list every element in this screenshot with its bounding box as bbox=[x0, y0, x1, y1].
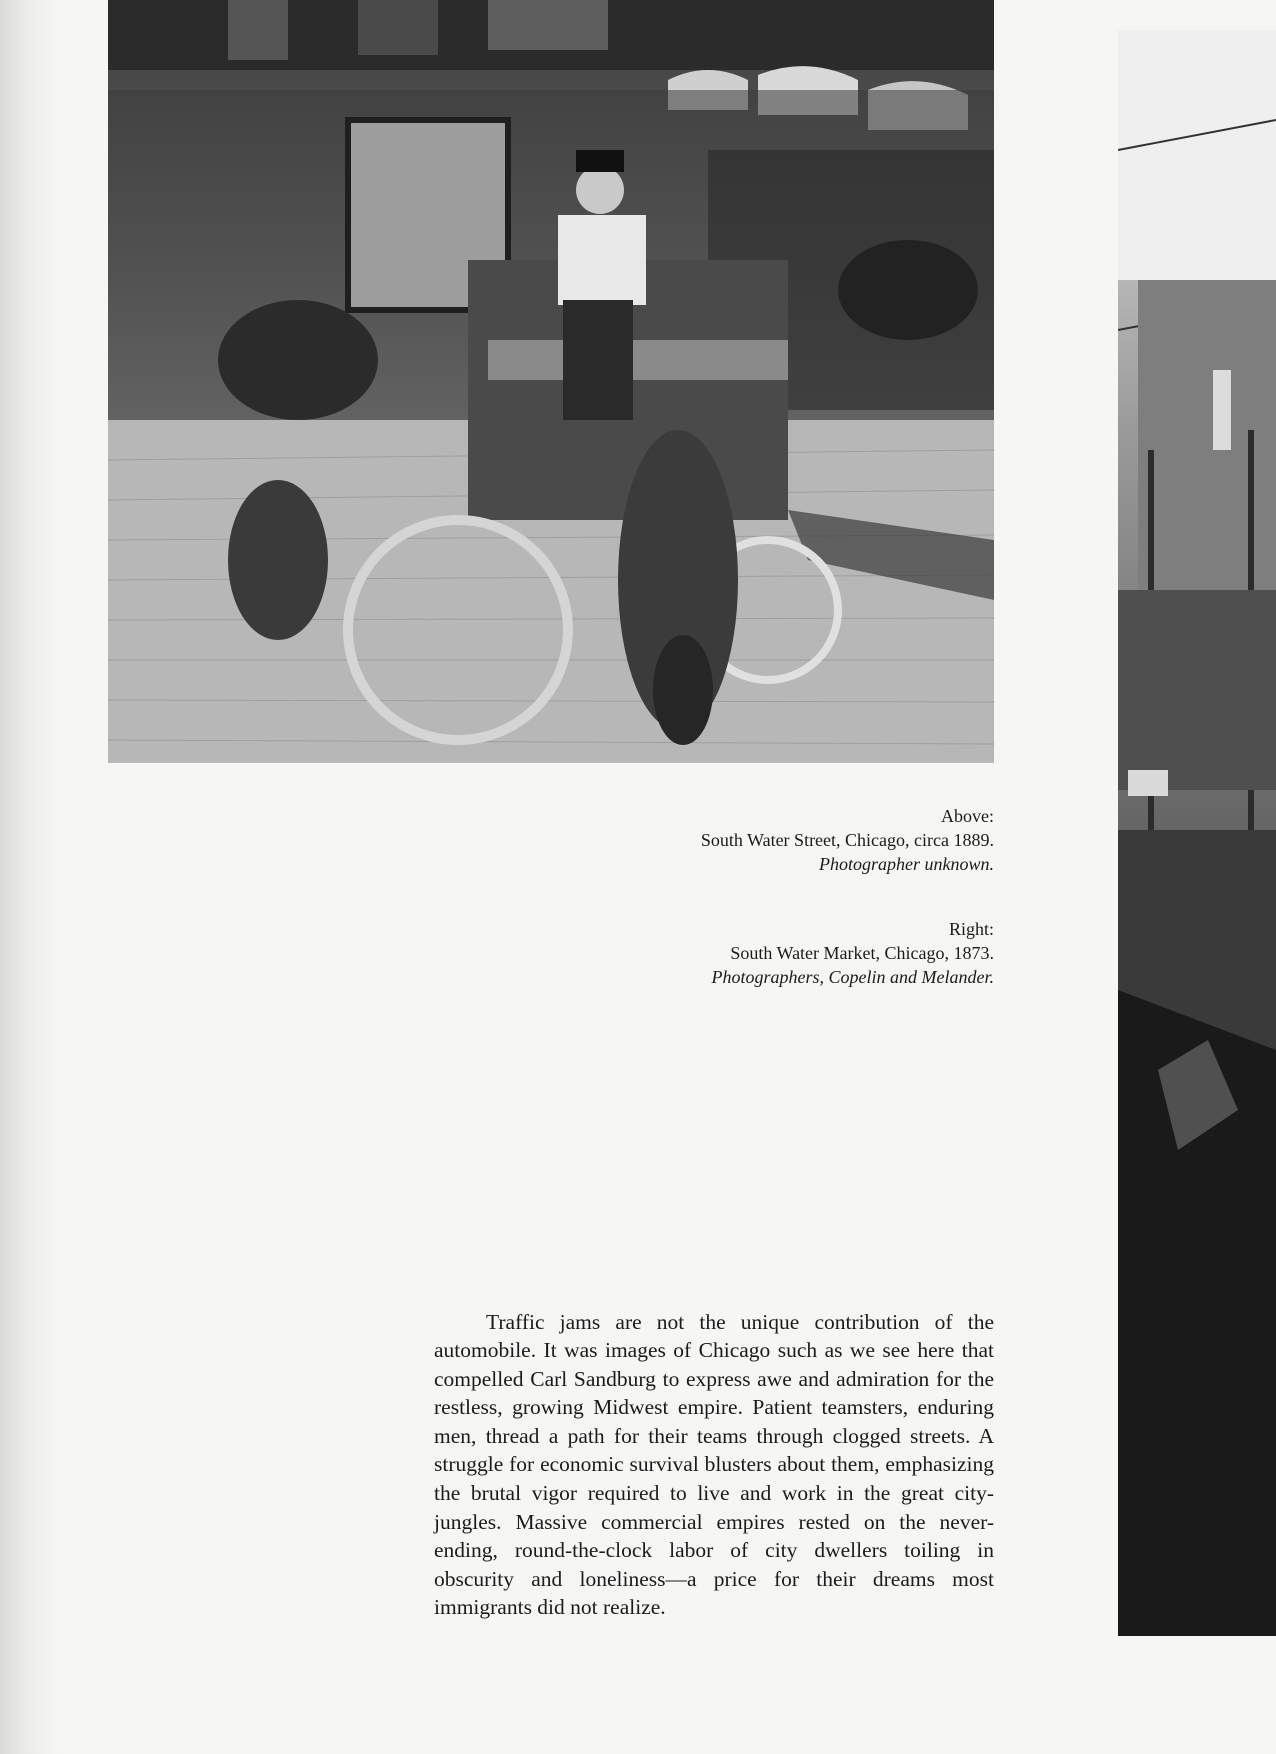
photo-street-scene-graphic bbox=[108, 0, 994, 763]
photo-market-scene-graphic bbox=[1118, 30, 1276, 1636]
page-gutter-shadow bbox=[0, 0, 60, 1754]
caption-above-title: South Water Street, Chicago, circa 1889. bbox=[700, 830, 994, 850]
caption-right-title: South Water Market, Chicago, 1873. bbox=[730, 943, 994, 963]
caption-above-credit: Photographer unknown. bbox=[819, 854, 994, 874]
caption-above-heading: Above: bbox=[941, 806, 994, 826]
caption-right bbox=[712, 917, 994, 989]
caption-right-heading: Right: bbox=[948, 919, 994, 939]
caption-above bbox=[701, 804, 994, 876]
photo-south-water-market bbox=[1118, 30, 1276, 1636]
body-paragraph: Traffic jams are not the unique contribution of the automobile. It was images of Chicago such as we see here that compelled Carl Sandburg to express awe and admiration for the restless, growing Midwest empire. Patient teamsters, enduring men, thread a path for their teams through clogged streets. A struggle for economic survival blusters about them, emphasizing the brutal vigor required to live and work in the great city-jungles. Massive commercial empires rested on the never-ending, round-the-clock labor of city dwellers toiling in obscurity and loneliness—a price for their dreams most immigrants did not realize. bbox=[434, 1309, 994, 1620]
photo-south-water-street bbox=[108, 0, 994, 763]
caption-right-credit: Photographers, Copelin and Melander. bbox=[711, 967, 994, 987]
